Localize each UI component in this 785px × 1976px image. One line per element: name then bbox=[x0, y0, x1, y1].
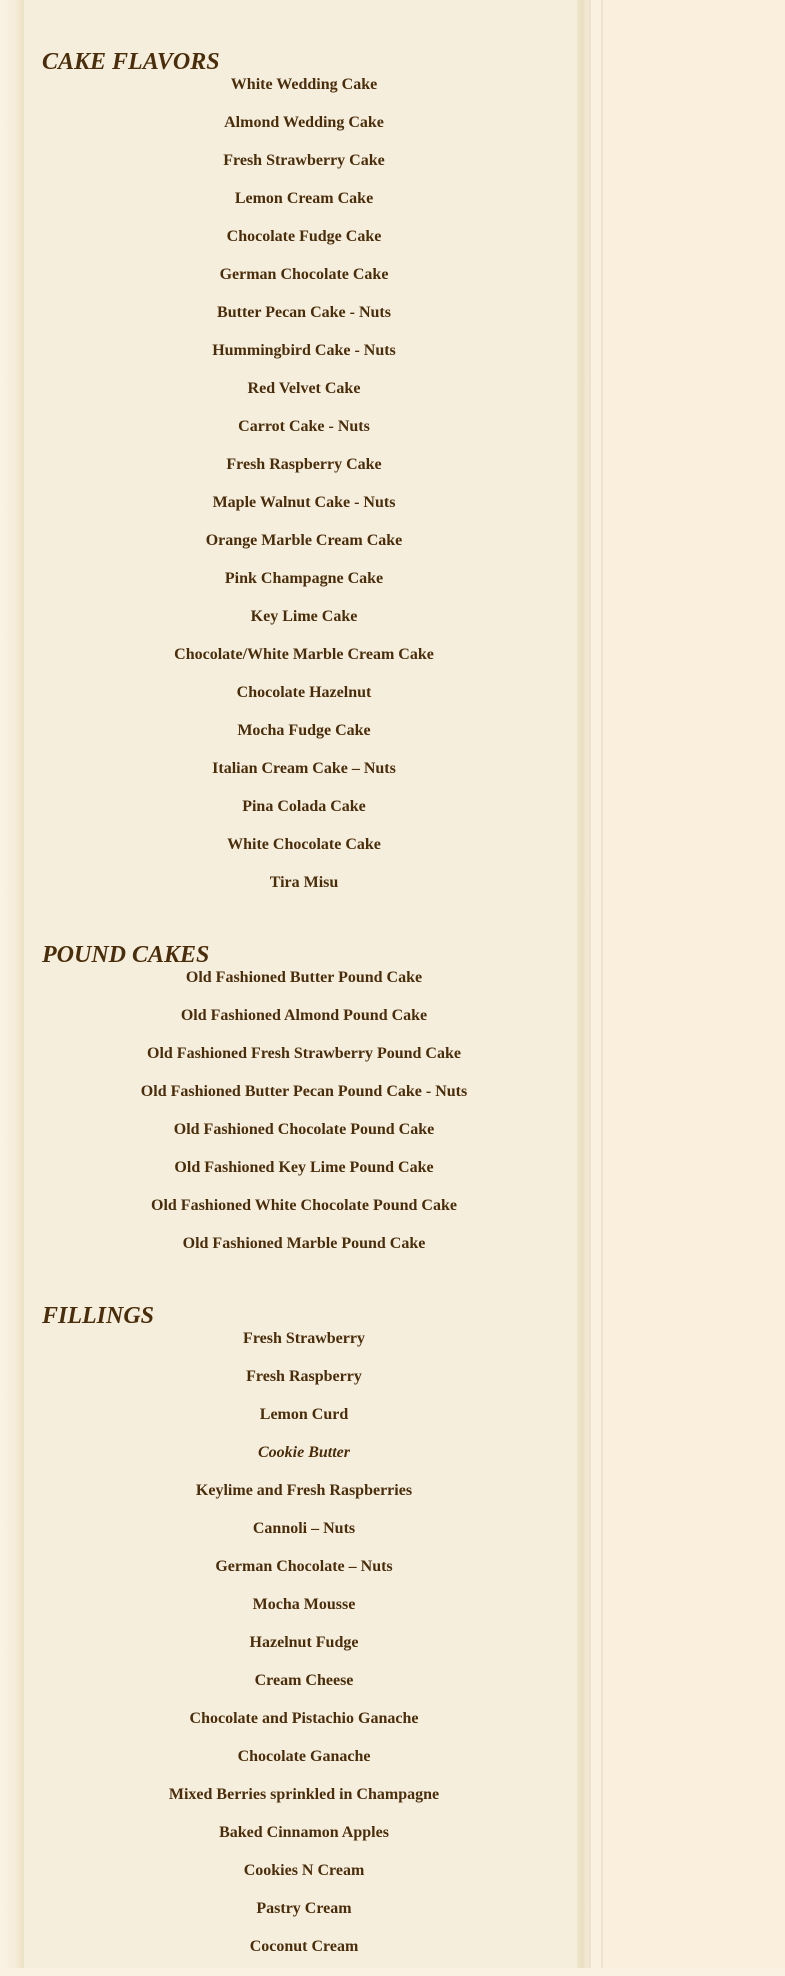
filling-item: Chocolate Ganache bbox=[237, 1748, 371, 1765]
filling-item: Cookies N Cream bbox=[243, 1862, 365, 1879]
pound-cake-item: Old Fashioned Chocolate Pound Cake bbox=[173, 1121, 435, 1138]
fillings-heading: FILLINGS bbox=[42, 1303, 155, 1329]
cake-flavor-item: Orange Marble Cream Cake bbox=[205, 532, 403, 549]
right-sidebar bbox=[603, 0, 785, 1968]
cake-flavor-item: Tira Misu bbox=[269, 874, 339, 891]
cake-flavors-list bbox=[42, 76, 566, 892]
filling-item: Cannoli – Nuts bbox=[252, 1520, 356, 1537]
cake-flavor-item: Fresh Raspberry Cake bbox=[226, 456, 382, 473]
cake-flavor-item: Chocolate Hazelnut bbox=[236, 684, 372, 701]
pound-cake-item: Old Fashioned Butter Pecan Pound Cake - Nuts bbox=[140, 1083, 468, 1100]
filling-item: Cream Cheese bbox=[254, 1672, 354, 1689]
cake-flavor-item: White Chocolate Cake bbox=[227, 836, 381, 853]
fillings-section bbox=[42, 1302, 566, 1976]
filling-item: Mixed Berries sprinkled in Champagne bbox=[168, 1786, 440, 1803]
pound-cake-item: Old Fashioned Marble Pound Cake bbox=[182, 1235, 426, 1252]
pound-cake-item: Old Fashioned Almond Pound Cake bbox=[180, 1007, 428, 1024]
filling-item: Pastry Cream bbox=[256, 1900, 352, 1917]
cake-flavors-section bbox=[42, 48, 566, 912]
pound-cake-item: Old Fashioned White Chocolate Pound Cake bbox=[151, 1197, 457, 1214]
filling-item: Coconut Cream bbox=[249, 1938, 359, 1955]
pound-cakes-list bbox=[42, 969, 566, 1253]
filling-item: Hazelnut Fudge bbox=[249, 1634, 359, 1651]
filling-item: Mocha Mousse bbox=[252, 1596, 356, 1613]
cake-flavor-item: Almond Wedding Cake bbox=[224, 114, 384, 131]
filling-item: German Chocolate – Nuts bbox=[215, 1558, 393, 1575]
cake-flavor-item: German Chocolate Cake bbox=[219, 266, 389, 283]
pound-cake-item: Old Fashioned Fresh Strawberry Pound Cake bbox=[147, 1045, 461, 1062]
cake-flavors-heading: CAKE FLAVORS bbox=[42, 49, 220, 75]
filling-item: Lemon Curd bbox=[259, 1406, 349, 1423]
filling-item: Fresh Raspberry bbox=[246, 1368, 362, 1385]
cake-flavor-item: White Wedding Cake bbox=[230, 76, 378, 93]
cake-flavor-item: Key Lime Cake bbox=[250, 608, 358, 625]
cake-flavor-item: Pina Colada Cake bbox=[242, 798, 366, 815]
pound-cakes-section bbox=[42, 941, 566, 1273]
filling-item: Fresh Strawberry bbox=[243, 1330, 365, 1347]
fillings-list bbox=[42, 1330, 566, 1956]
cake-flavor-item: Mocha Fudge Cake bbox=[237, 722, 371, 739]
pound-cake-item: Old Fashioned Key Lime Pound Cake bbox=[174, 1159, 434, 1176]
pound-cake-item: Old Fashioned Butter Pound Cake bbox=[185, 969, 423, 986]
cake-flavor-item: Red Velvet Cake bbox=[247, 380, 361, 397]
panel-divider bbox=[577, 0, 591, 1968]
cake-flavor-item: Butter Pecan Cake - Nuts bbox=[217, 304, 391, 321]
filling-item: Keylime and Fresh Raspberries bbox=[195, 1482, 413, 1499]
cake-flavor-item: Pink Champagne Cake bbox=[224, 570, 384, 587]
cake-flavor-item: Italian Cream Cake – Nuts bbox=[212, 760, 396, 777]
cake-flavor-item: Lemon Cream Cake bbox=[234, 190, 374, 207]
pound-cakes-heading: POUND CAKES bbox=[42, 942, 210, 968]
cake-flavor-item: Fresh Strawberry Cake bbox=[223, 152, 385, 169]
filling-item: Chocolate and Pistachio Ganache bbox=[189, 1710, 419, 1727]
cake-flavor-item: Carrot Cake - Nuts bbox=[238, 418, 370, 435]
cake-flavor-item: Chocolate Fudge Cake bbox=[226, 228, 382, 245]
cake-flavor-item: Chocolate/White Marble Cream Cake bbox=[174, 646, 434, 663]
cake-flavor-item: Hummingbird Cake - Nuts bbox=[212, 342, 396, 359]
filling-item: Baked Cinnamon Apples bbox=[219, 1824, 389, 1841]
left-gutter bbox=[0, 0, 22, 1968]
cake-flavor-item: Maple Walnut Cake - Nuts bbox=[212, 494, 396, 511]
filling-item: Cookie Butter bbox=[257, 1444, 350, 1461]
